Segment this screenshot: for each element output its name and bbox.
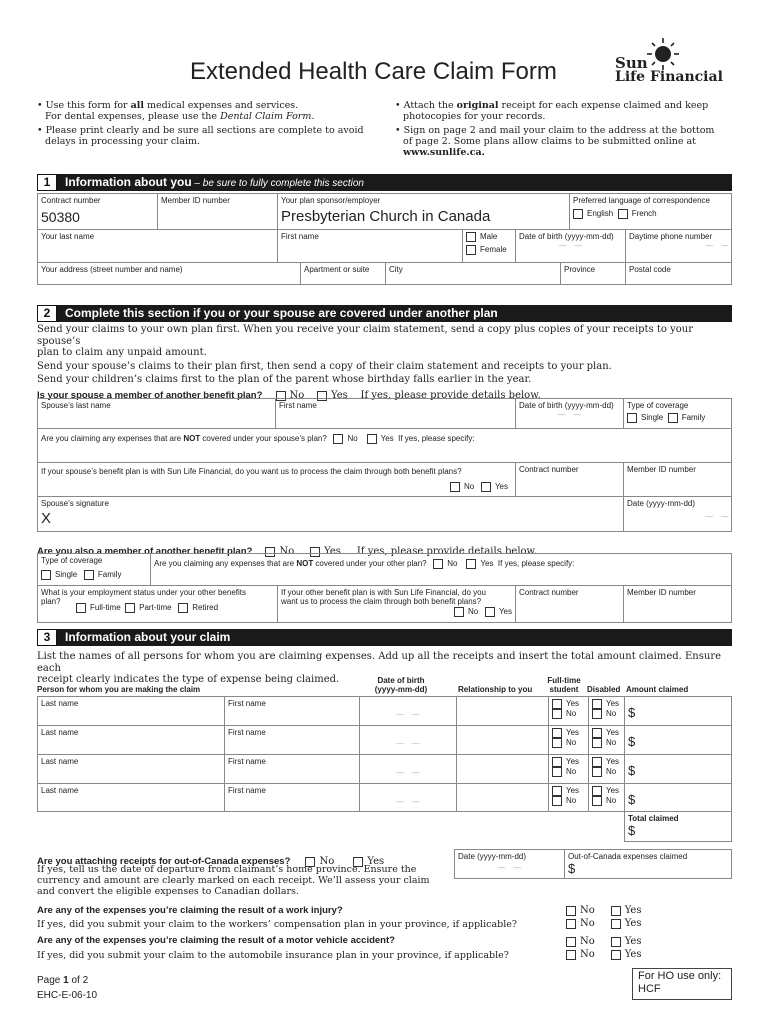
city-field[interactable]: City <box>385 262 560 285</box>
your-sunlife-no-checkbox[interactable] <box>454 607 464 617</box>
gender-field: Male Female <box>462 229 515 262</box>
claim-first-name[interactable]: First name <box>224 725 359 754</box>
disabled-no-checkbox[interactable] <box>592 796 602 806</box>
section-1-grid <box>37 193 732 285</box>
student-no-checkbox[interactable] <box>552 738 562 748</box>
plan-sponsor-field[interactable]: Your plan sponsor/employer Presbyterian Church in Canada <box>277 193 569 229</box>
student-no-checkbox[interactable] <box>552 767 562 777</box>
sun-logo-icon <box>643 36 683 72</box>
claim-relationship[interactable] <box>456 783 548 812</box>
claim-disabled: Yes No <box>588 754 624 783</box>
your-single-checkbox[interactable] <box>41 570 51 580</box>
spouse-single-checkbox[interactable] <box>627 413 637 423</box>
disabled-no-checkbox[interactable] <box>592 738 602 748</box>
claim-student: Yes No <box>548 696 588 725</box>
table-row <box>37 783 732 812</box>
page-number: Page 1 of 2 <box>37 975 89 986</box>
claim-last-name[interactable]: Last name <box>37 754 224 783</box>
logo-text-life-financial: Life Financial <box>615 69 723 85</box>
claim-relationship[interactable] <box>456 754 548 783</box>
work-injury-text: If yes, did you submit your claim to the workers’ compensation plan in your province, if applicable? <box>37 919 517 930</box>
spouse-plan-question: Is your spouse a member of another benefit plan? No Yes If yes, please provide details below. <box>37 390 541 401</box>
page-title: Extended Health Care Claim Form <box>190 58 557 85</box>
table-row <box>37 696 732 725</box>
female-checkbox[interactable] <box>466 245 476 255</box>
english-checkbox[interactable] <box>573 209 583 219</box>
claim-student: Yes No <box>548 754 588 783</box>
intro-left: • Use this form for all medical expenses and services. For dental expenses, please use the Dental Claim Form. • Please print clearly and be sure all sections are complete to avoid delays in processing your claim. <box>37 100 364 147</box>
intro-right: • Attach the original receipt for each expense claimed and keep photocopies for your records. • Sign on page 2 and mail your claim to the address at the bottom of page 2. Some plans allow claims to be submitted online at www.sunlife.ca. <box>395 100 715 158</box>
claim-first-name[interactable]: First name <box>224 783 359 812</box>
mva-q2-yes-checkbox[interactable] <box>611 950 621 960</box>
spouse-coverage-field: Type of coverage Single Family <box>623 398 732 428</box>
out-of-canada-question: Are you attaching receipts for out-of-Canada expenses? No Yes <box>37 856 385 867</box>
mva-question: Are any of the expenses you’re claiming the result of a motor vehicle accident? <box>37 935 395 946</box>
your-contract-field[interactable]: Contract number <box>515 585 623 623</box>
address-field[interactable]: Your address (street number and name) <box>37 262 300 285</box>
claim-dob[interactable]: — — <box>359 754 456 783</box>
mva-options: No Yes No Yes <box>566 935 641 961</box>
section-number: 2 <box>37 305 57 322</box>
employment-status-field: What is your employment status under your other benefits plan? Full-time Part-time Retired <box>37 585 277 623</box>
phone-field[interactable]: Daytime phone number — — <box>625 229 732 262</box>
claim-disabled: Yes No <box>588 783 624 812</box>
form-code: EHC-E-06-10 <box>37 990 98 1001</box>
col-amount: Amount claimed <box>626 685 689 694</box>
spouse-dob-field[interactable]: Date of birth (yyyy-mm-dd) — — <box>515 398 623 428</box>
student-yes-checkbox[interactable] <box>552 757 562 767</box>
your-family-checkbox[interactable] <box>84 570 94 580</box>
mva-q2-no-checkbox[interactable] <box>566 950 576 960</box>
col-dob: Date of birth (yyyy-mm-dd) <box>374 676 428 694</box>
claim-last-name[interactable]: Last name <box>37 696 224 725</box>
dob-field[interactable]: Date of birth (yyyy-mm-dd) — — <box>515 229 625 262</box>
work-q2-yes-checkbox[interactable] <box>611 919 621 929</box>
your-coverage-field: Type of coverage Single Family <box>37 553 150 585</box>
male-checkbox[interactable] <box>466 232 476 242</box>
contract-number-field[interactable]: Contract number 50380 <box>37 193 157 229</box>
out-of-canada-text: If yes, tell us the date of departure from claimant’s home province. Ensure the currency and amount are clearly marked on each receipt. We’ll assess your claim and convert the eligible expenses to Canadian dollars. <box>37 864 430 897</box>
your-plan-grid <box>37 553 732 623</box>
claim-amount[interactable]: $ <box>624 783 732 812</box>
claim-amount[interactable]: $ <box>624 725 732 754</box>
section-1-header: 1 Information about you – be sure to fully complete this section <box>37 174 732 191</box>
work-q2-no-checkbox[interactable] <box>566 919 576 929</box>
claim-dob[interactable]: — — <box>359 783 456 812</box>
disabled-no-checkbox[interactable] <box>592 767 602 777</box>
logo-text-sun: Sun <box>615 54 648 72</box>
your-sunlife-question: If your other benefit plan is with Sun Life Financial, do you want us to process the claim through both benefit plans? No Yes <box>277 585 515 623</box>
claim-disabled: Yes No <box>588 725 624 754</box>
your-member-field[interactable]: Member ID number <box>623 585 732 623</box>
plan-sponsor-value: Presbyterian Church in Canada <box>281 208 491 225</box>
language-field: Preferred language of correspondence English French <box>569 193 732 229</box>
spouse-not-covered-yes-checkbox[interactable] <box>367 434 377 444</box>
french-checkbox[interactable] <box>618 209 628 219</box>
claim-first-name[interactable]: First name <box>224 754 359 783</box>
col-relationship: Relationship to you <box>458 685 533 694</box>
first-name-field[interactable]: First name <box>277 229 462 262</box>
your-not-covered-row: Are you claiming any expenses that are NOT covered under your other plan? No Yes If yes, please specify: <box>150 553 732 585</box>
work-injury-question: Are any of the expenses you’re claiming the result of a work injury? <box>37 905 343 916</box>
mva-text: If yes, did you submit your claim to the automobile insurance plan in your province, if applicable? <box>37 950 509 961</box>
claim-first-name[interactable]: First name <box>224 696 359 725</box>
claim-student: Yes No <box>548 725 588 754</box>
claim-relationship[interactable] <box>456 725 548 754</box>
claim-last-name[interactable]: Last name <box>37 725 224 754</box>
student-yes-checkbox[interactable] <box>552 699 562 709</box>
part-time-checkbox[interactable] <box>125 603 135 613</box>
total-claimed-field[interactable]: Total claimed $ <box>624 812 732 842</box>
table-row <box>37 754 732 783</box>
spouse-first-name-field[interactable]: First name <box>275 398 515 428</box>
claim-disabled: Yes No <box>588 696 624 725</box>
sun-life-logo <box>615 36 735 88</box>
col-fulltime-student: Full-time student <box>547 676 581 694</box>
spouse-member-field[interactable]: Member ID number <box>623 462 732 496</box>
disabled-yes-checkbox[interactable] <box>592 786 602 796</box>
your-plan-question: Are you also a member of another benefit plan? No Yes If yes, please provide details below. <box>37 546 538 557</box>
retired-checkbox[interactable] <box>178 603 188 613</box>
head-office-box: For HO use only: HCF <box>632 968 732 1000</box>
spouse-date-field[interactable]: Date (yyyy-mm-dd) — — <box>623 496 732 532</box>
spouse-family-checkbox[interactable] <box>668 413 678 423</box>
spouse-sunlife-question: If your spouse’s benefit plan is with Sun Life Financial, do you want us to process the claim through both benefit plans? No Yes <box>37 462 515 496</box>
section-2-header: 2 Complete this section if you or your spouse are covered under another plan <box>37 305 732 322</box>
claim-amount[interactable]: $ <box>624 696 732 725</box>
full-time-checkbox[interactable] <box>76 603 86 613</box>
your-not-covered-yes-checkbox[interactable] <box>466 559 476 569</box>
student-yes-checkbox[interactable] <box>552 786 562 796</box>
student-no-checkbox[interactable] <box>552 709 562 719</box>
spouse-details-grid <box>37 398 732 532</box>
province-field[interactable]: Province <box>560 262 625 285</box>
spouse-sunlife-no-checkbox[interactable] <box>450 482 460 492</box>
disabled-yes-checkbox[interactable] <box>592 699 602 709</box>
mva-q1-yes-checkbox[interactable] <box>611 937 621 947</box>
claim-last-name[interactable]: Last name <box>37 783 224 812</box>
table-row <box>37 725 732 754</box>
mva-q1-no-checkbox[interactable] <box>566 937 576 947</box>
disabled-yes-checkbox[interactable] <box>592 728 602 738</box>
contract-number-value: 50380 <box>41 209 80 225</box>
claim-student: Yes No <box>548 783 588 812</box>
claim-dob[interactable]: — — <box>359 725 456 754</box>
spouse-last-name-field[interactable]: Spouse’s last name <box>37 398 275 428</box>
student-yes-checkbox[interactable] <box>552 728 562 738</box>
spouse-not-covered-row: Are you claiming any expenses that are NOT covered under your spouse’s plan? No Yes If yes, please specify: <box>37 428 732 462</box>
work-q1-no-checkbox[interactable] <box>566 906 576 916</box>
your-not-covered-no-checkbox[interactable] <box>433 559 443 569</box>
spouse-not-covered-no-checkbox[interactable] <box>333 434 343 444</box>
ooc-amount-field[interactable]: Out-of-Canada expenses claimed $ <box>565 849 732 879</box>
spouse-sunlife-yes-checkbox[interactable] <box>481 482 491 492</box>
ooc-date-field[interactable]: Date (yyyy-mm-dd) — — <box>454 849 565 879</box>
section-3-instructions: List the names of all persons for whom you are claiming expenses. Add up all the receipts and insert the total amount claimed. Ensure each receipt clearly indicates the type of expense being claimed. <box>37 651 722 685</box>
section-2-instructions: Send your claims to your own plan first. When you receive your claim statement, send a copy plus copies of your receipts to your spouse’s plan to claim any unpaid amount. Send your spouse’s claims to their plan first, then send a copy of their claim statement and receipts to your plan. Send your children’s claims first to the plan of the parent whose birthday falls earlier in the year. <box>37 324 693 385</box>
member-id-field[interactable]: Member ID number <box>157 193 277 229</box>
claim-table <box>37 696 732 812</box>
apartment-field[interactable]: Apartment or suite <box>300 262 385 285</box>
spouse-signature-field[interactable]: Spouse’s signature X <box>37 496 623 532</box>
section-number: 3 <box>37 629 57 646</box>
section-3-header: 3 Information about your claim <box>37 629 732 646</box>
last-name-field[interactable]: Your last name <box>37 229 277 262</box>
disabled-yes-checkbox[interactable] <box>592 757 602 767</box>
your-sunlife-yes-checkbox[interactable] <box>485 607 495 617</box>
spouse-contract-field[interactable]: Contract number <box>515 462 623 496</box>
claim-amount[interactable]: $ <box>624 754 732 783</box>
work-injury-options: No Yes No Yes <box>566 904 641 930</box>
signature-x: X <box>41 510 52 527</box>
work-q1-yes-checkbox[interactable] <box>611 906 621 916</box>
claim-dob[interactable]: — — <box>359 696 456 725</box>
col-person: Person for whom you are making the claim <box>37 685 201 694</box>
disabled-no-checkbox[interactable] <box>592 709 602 719</box>
section-number: 1 <box>37 174 57 191</box>
student-no-checkbox[interactable] <box>552 796 562 806</box>
col-disabled: Disabled <box>587 685 621 694</box>
claim-relationship[interactable] <box>456 696 548 725</box>
postal-code-field[interactable]: Postal code <box>625 262 732 285</box>
